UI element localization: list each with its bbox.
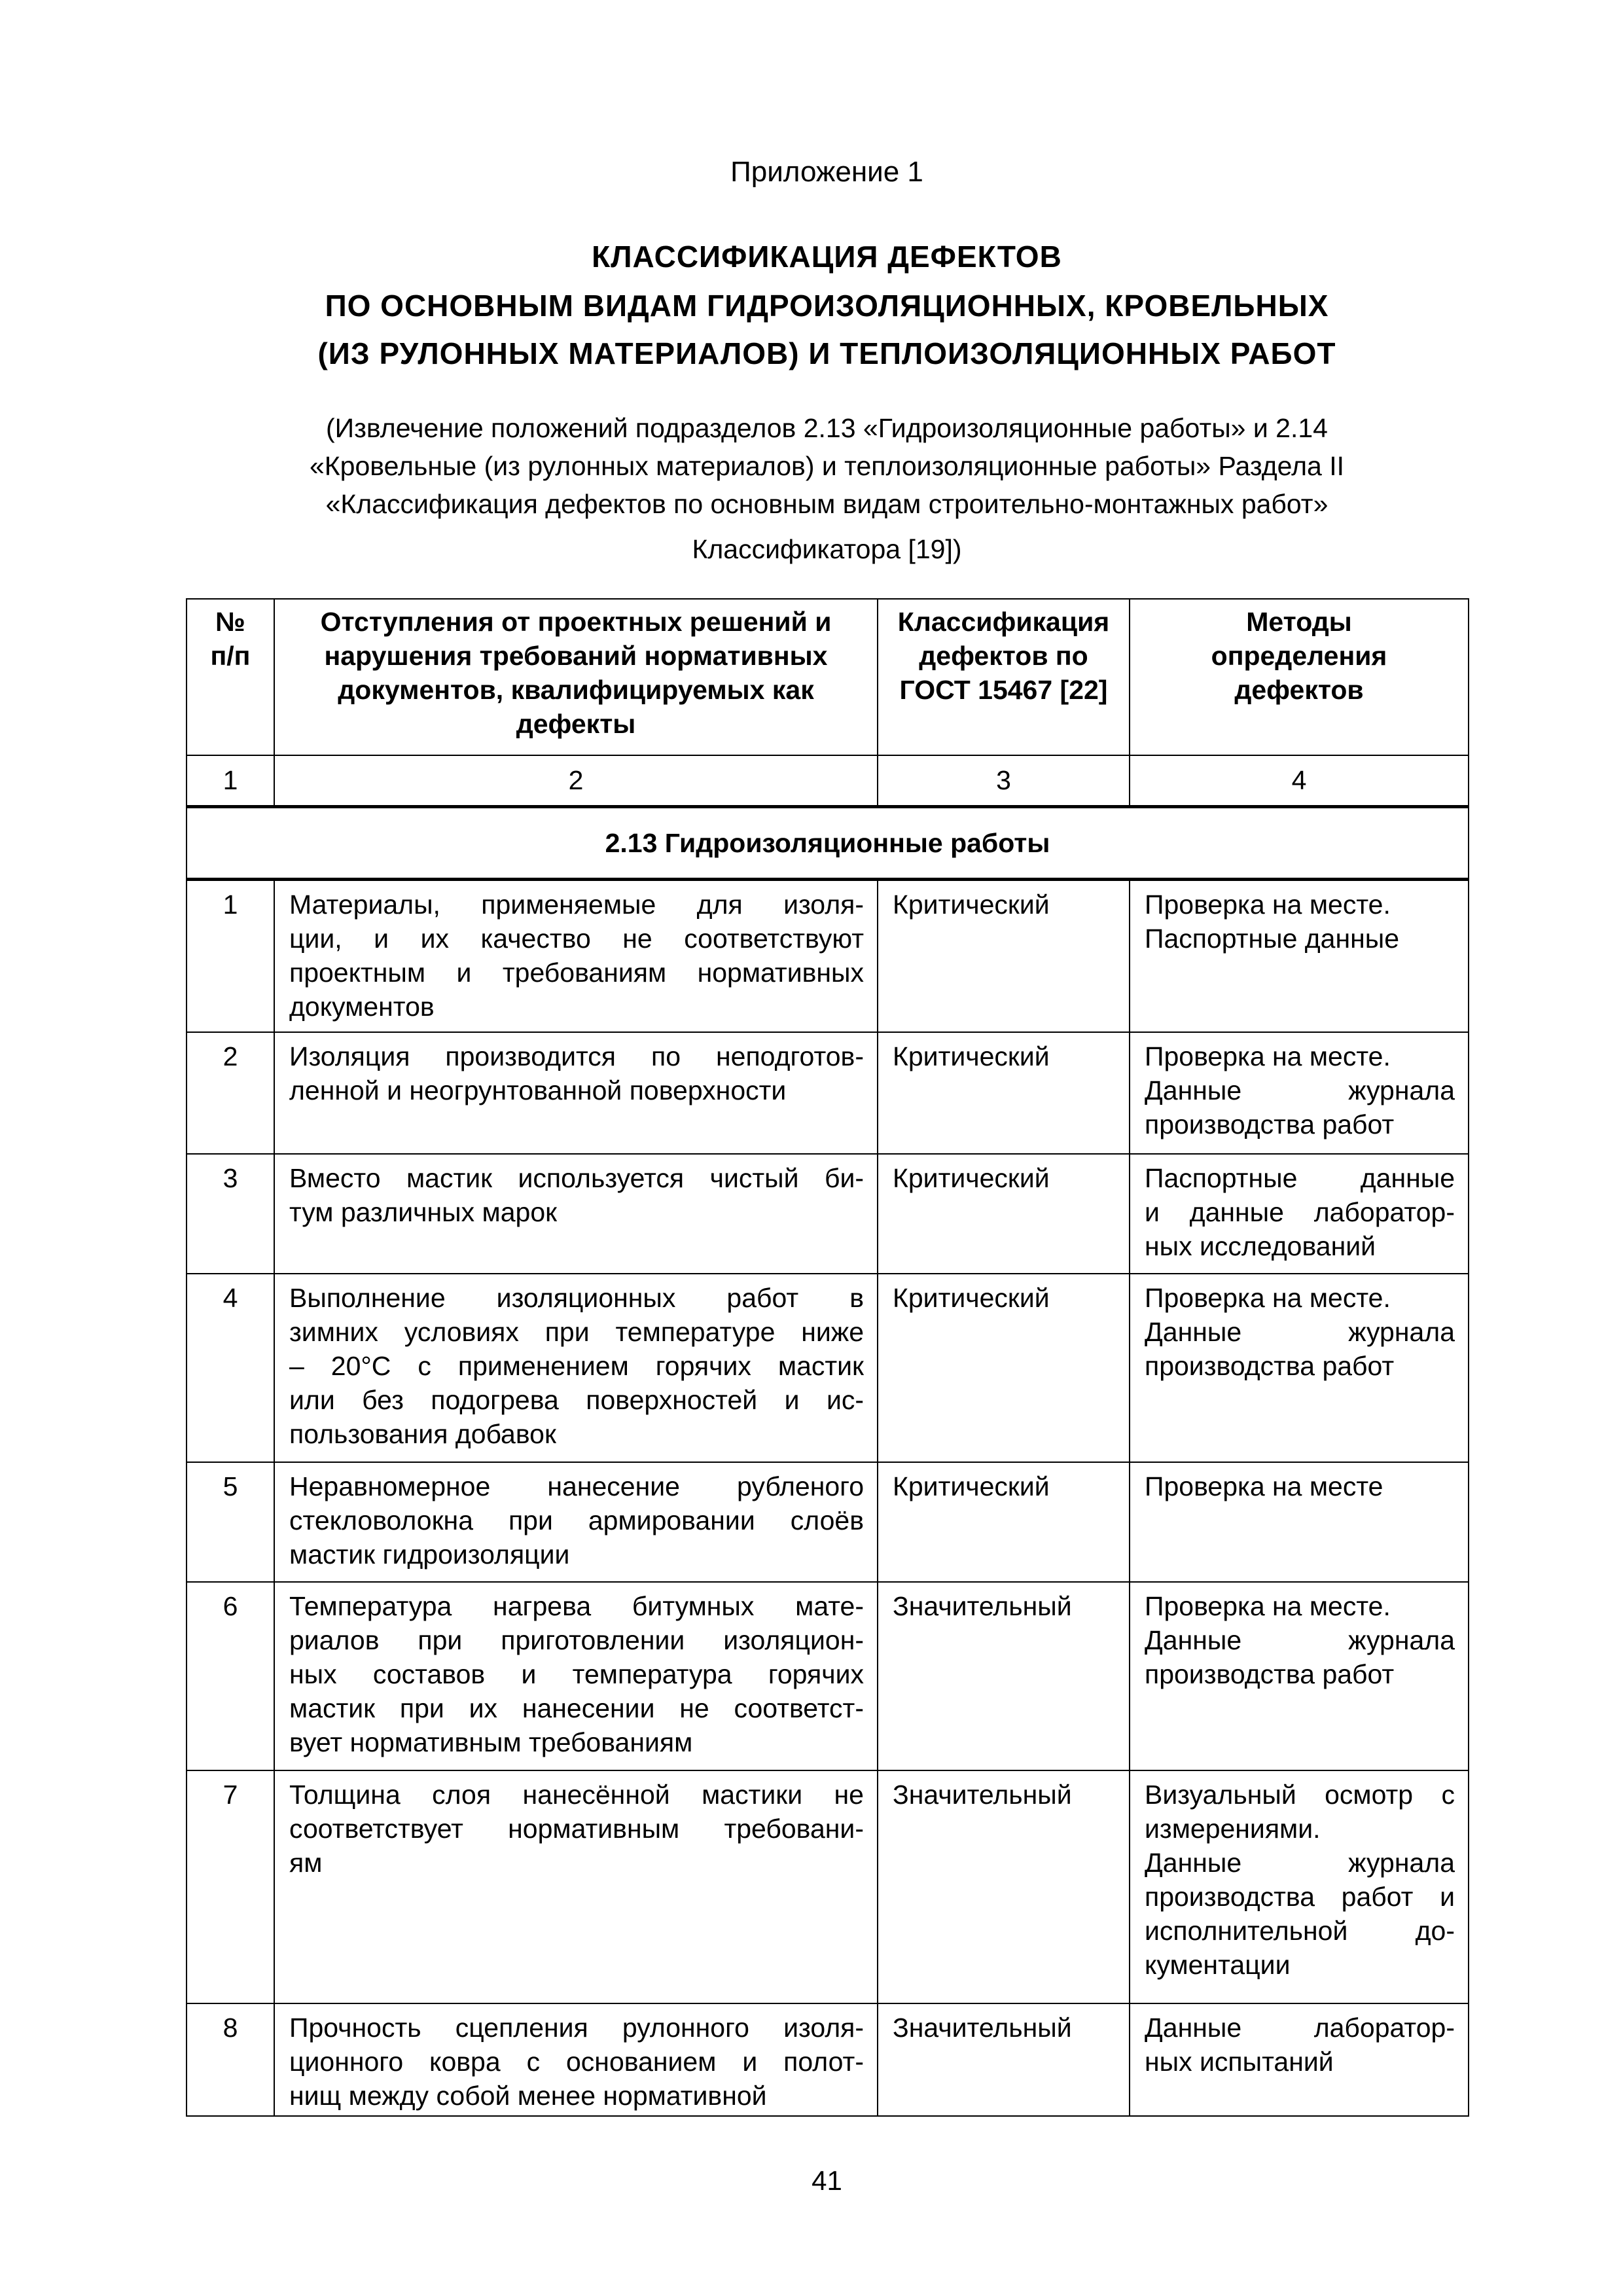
text-line: документов (289, 991, 435, 1022)
row-number: 6 (187, 1582, 274, 1770)
text-line: мастик гидроизоляции (289, 1539, 570, 1570)
page-number: 41 (812, 2165, 842, 2196)
method-cell (1130, 879, 1469, 1032)
deviation-cell (274, 1770, 878, 2003)
text-line: и данные лаборатор- (1145, 1197, 1455, 1227)
method-cell (1130, 1582, 1469, 1770)
text-line: кументации (1145, 1950, 1291, 1980)
section-title: 2.13 Гидроизоляционные работы (187, 806, 1469, 879)
text-line: Проверка на месте (1145, 1471, 1383, 1501)
text-line: Паспортные данные (1145, 923, 1400, 954)
subtitle-line-1: (Извлечение положений подразделов 2.13 «Гидроизоляционные работы» и 2.14 (326, 413, 1328, 443)
text-line: ционного ковра с основанием и полот- (289, 2047, 864, 2077)
text-line: производства работ (1145, 1109, 1395, 1139)
header-line: определения (1211, 641, 1387, 671)
table-row (187, 1462, 1469, 1582)
text-line: стекловолокна при армировании слоёв (289, 1505, 864, 1535)
deviation-cell (274, 1154, 878, 1274)
text-line: ных испытаний (1145, 2047, 1334, 2077)
subtitle-line-4: Классификатора [19]) (692, 534, 962, 564)
text-line: Паспортные данные (1145, 1163, 1455, 1193)
text-line: вует нормативным требованиям (289, 1727, 693, 1757)
row-number: 7 (187, 1770, 274, 2003)
text-line: соответствует нормативным требовани- (289, 1814, 864, 1844)
deviation-cell (274, 1032, 878, 1154)
table-row (187, 2003, 1469, 2116)
table-row (187, 1770, 1469, 2003)
subtitle-line-3: «Классификация дефектов по основным видам строительно-монтажных работ» (325, 489, 1329, 519)
column-number: 4 (1130, 755, 1469, 806)
table-row (187, 1154, 1469, 1274)
column-number: 2 (274, 755, 878, 806)
classification-cell: Значительный (878, 2003, 1130, 2116)
text-line: Данные лаборатор- (1145, 2013, 1455, 2043)
header-line: п/п (210, 641, 251, 671)
method-cell (1130, 1462, 1469, 1582)
method-cell (1130, 2003, 1469, 2116)
text-line: Выполнение изоляционных работ в (289, 1283, 864, 1313)
text-line: производства работ (1145, 1659, 1395, 1689)
section-row (187, 806, 1469, 879)
classification-cell: Значительный (878, 1770, 1130, 2003)
method-cell (1130, 1770, 1469, 2003)
row-number: 3 (187, 1154, 274, 1274)
header-line: № (215, 607, 245, 637)
header-number (187, 599, 274, 755)
method-cell (1130, 1154, 1469, 1274)
deviation-cell (274, 879, 878, 1032)
header-line: ГОСТ 15467 [22] (899, 675, 1108, 705)
header-deviations (274, 599, 878, 755)
header-line: нарушения требований нормативных (324, 641, 828, 671)
text-line: производства работ (1145, 1351, 1395, 1381)
text-line: пользования добавок (289, 1419, 556, 1449)
text-line: Неравномерное нанесение рубленого (289, 1471, 864, 1501)
row-number: 5 (187, 1462, 274, 1582)
column-number: 1 (187, 755, 274, 806)
text-line: Материалы, применяемые для изоля- (289, 889, 864, 920)
row-number: 8 (187, 2003, 274, 2116)
header-line: Методы (1246, 607, 1352, 637)
deviation-cell (274, 1274, 878, 1462)
text-line: Проверка на месте. (1145, 1591, 1391, 1621)
column-number: 3 (878, 755, 1130, 806)
text-line: Проверка на месте. (1145, 889, 1391, 920)
text-line: Визуальный осмотр с (1145, 1780, 1455, 1810)
text-line: тум различных марок (289, 1197, 558, 1227)
header-line: Отступления от проектных решений и (320, 607, 832, 637)
text-line: мастик при их нанесении не соответст- (289, 1693, 864, 1723)
row-number: 1 (187, 879, 274, 1032)
text-line: ленной и неогрунтованной поверхности (289, 1075, 787, 1105)
classification-cell: Значительный (878, 1582, 1130, 1770)
classification-cell: Критический (878, 1462, 1130, 1582)
title-line-2: ПО ОСНОВНЫМ ВИДАМ ГИДРОИЗОЛЯЦИОННЫХ, КРОВЕЛЬНЫХ (325, 289, 1329, 323)
text-line: Прочность сцепления рулонного изоля- (289, 2013, 864, 2043)
text-line: исполнительной до- (1145, 1916, 1455, 1946)
text-line: – 20°С с применением горячих мастик (289, 1351, 864, 1381)
table-row (187, 1582, 1469, 1770)
text-line: ции, и их качество не соответствуют (289, 923, 864, 954)
text-line: Данные журнала (1145, 1317, 1455, 1347)
text-line: ных составов и температура горячих (289, 1659, 864, 1689)
table-row (187, 1274, 1469, 1462)
deviation-cell (274, 1462, 878, 1582)
header-line: документов, квалифицируемых как (338, 675, 814, 705)
appendix-label: Приложение 1 (730, 156, 923, 188)
header-line: дефектов по (919, 641, 1088, 671)
title-line-3: (ИЗ РУЛОННЫХ МАТЕРИАЛОВ) И ТЕПЛОИЗОЛЯЦИОННЫХ РАБОТ (317, 336, 1336, 370)
text-line: Данные журнала (1145, 1848, 1455, 1878)
text-line: ных исследований (1145, 1231, 1376, 1261)
text-line: Данные журнала (1145, 1625, 1455, 1655)
classification-cell: Критический (878, 1274, 1130, 1462)
text-line: Температура нагрева битумных мате- (289, 1591, 864, 1621)
header-classification (878, 599, 1130, 755)
column-number-row (187, 755, 1469, 806)
text-line: или без подогрева поверхностей и ис- (289, 1385, 864, 1415)
text-line: измерениями. (1145, 1814, 1321, 1844)
header-line: дефекты (516, 709, 636, 739)
text-line: Толщина слоя нанесённой мастики не (289, 1780, 864, 1810)
text-line: Данные журнала (1145, 1075, 1455, 1105)
row-number: 2 (187, 1032, 274, 1154)
text-line: Проверка на месте. (1145, 1041, 1391, 1071)
method-cell (1130, 1274, 1469, 1462)
subtitle-line-2: «Кровельные (из рулонных материалов) и теплоизоляционные работы» Раздела II (309, 451, 1344, 481)
table-row (187, 1032, 1469, 1154)
text-line: зимних условиях при температуре ниже (289, 1317, 864, 1347)
deviation-cell (274, 1582, 878, 1770)
text-line: риалов при приготовлении изоляцион- (289, 1625, 864, 1655)
header-line: дефектов (1234, 675, 1364, 705)
table-row (187, 879, 1469, 1032)
text-line: Проверка на месте. (1145, 1283, 1391, 1313)
title-line-1: КЛАССИФИКАЦИЯ ДЕФЕКТОВ (592, 240, 1062, 274)
classification-cell: Критический (878, 879, 1130, 1032)
text-line: проектным и требованиям нормативных (289, 957, 864, 988)
text-line: производства работ и (1145, 1882, 1455, 1912)
row-number: 4 (187, 1274, 274, 1462)
text-line: нищ между собой менее нормативной (289, 2081, 767, 2111)
text-line: Вместо мастик используется чистый би- (289, 1163, 864, 1193)
text-line: Изоляция производится по неподготов- (289, 1041, 864, 1071)
classification-cell: Критический (878, 1154, 1130, 1274)
header-row (187, 599, 1469, 755)
deviation-cell (274, 2003, 878, 2116)
header-methods (1130, 599, 1469, 755)
header-line: Классификация (897, 607, 1110, 637)
classification-cell: Критический (878, 1032, 1130, 1154)
text-line: ям (289, 1848, 323, 1878)
method-cell (1130, 1032, 1469, 1154)
defects-table (186, 598, 1469, 2117)
